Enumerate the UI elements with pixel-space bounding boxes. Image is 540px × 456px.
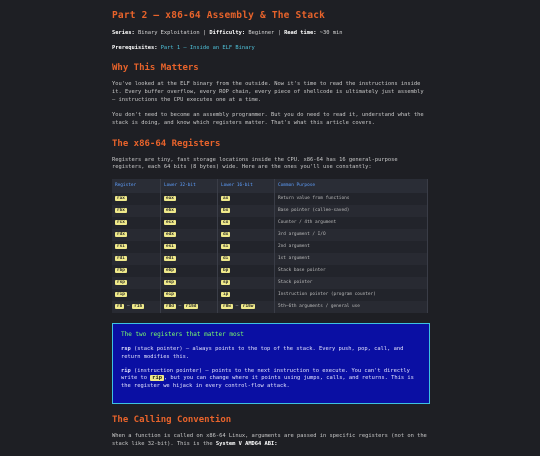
register-code: si — [223, 244, 229, 250]
prerequisites — [112, 45, 430, 53]
table-row — [112, 193, 428, 205]
register-code: ip — [223, 292, 229, 298]
table-row — [112, 265, 428, 277]
register-code: rax — [117, 196, 125, 202]
register-code: sp — [223, 280, 229, 286]
section-heading-why: Why This Matters — [112, 63, 199, 74]
register-code: rbx — [117, 208, 125, 214]
column-header: Common Purpose — [275, 179, 428, 193]
paragraph: When a function is called on x86-64 Linux, arguments are passed in specific registers (not on the stack like 32-bit). This is the System V AMD64 ABI: — [112, 433, 427, 448]
register-code: r15 — [134, 304, 143, 310]
paragraph: Registers are tiny, fast storage locations inside the CPU. x86-64 has 16 general-purpose registers, each 64 bits (8 bytes) wide. Here are the ones you'll use constantly: — [112, 156, 398, 171]
table-row — [112, 217, 428, 229]
register-code: edi — [166, 256, 174, 262]
register-name: rsp — [121, 346, 131, 352]
register-code: rcx — [117, 220, 125, 226]
register-purpose: Counter / 4th argument — [275, 217, 428, 229]
register-code: r8 — [117, 304, 123, 310]
register-purpose: 2nd argument — [275, 241, 428, 253]
prerequisite-link[interactable]: Part 1 — Inside an ELF Binary — [160, 44, 255, 51]
difficulty-label: Difficulty: — [209, 29, 246, 36]
register-code: dx — [223, 232, 229, 238]
meta-separator: | — [202, 29, 207, 36]
register-purpose: 5th–6th arguments / general use — [275, 301, 428, 313]
register-code: esp — [166, 280, 174, 286]
register-code: r8d — [166, 304, 174, 310]
register-code: rsp — [117, 280, 125, 286]
register-code: eip — [166, 292, 174, 298]
range-dash: – — [235, 304, 239, 310]
table-row — [112, 301, 428, 313]
read-time-value: ~30 min — [319, 29, 343, 36]
column-header: Lower 32-bit — [161, 179, 218, 193]
register-purpose: Stack pointer — [275, 277, 428, 289]
prerequisites-label: Prerequisites: — [112, 44, 158, 51]
register-code: rip — [152, 375, 162, 382]
register-code: r15w — [242, 304, 254, 310]
register-code: r8w — [223, 304, 231, 310]
table-row — [112, 253, 428, 265]
register-code: ax — [223, 196, 229, 202]
register-purpose: 3rd argument / I/O — [275, 229, 428, 241]
register-purpose: 1st argument — [275, 253, 428, 265]
callout-box — [112, 323, 430, 404]
register-code: esi — [166, 244, 174, 250]
series-label: Series: — [112, 29, 135, 36]
register-code: cx — [223, 220, 229, 226]
table-row — [112, 229, 428, 241]
page-title: Part 2 — x86-64 Assembly & The Stack — [112, 10, 326, 21]
register-code: bx — [223, 208, 229, 214]
table-row — [112, 241, 428, 253]
table-row — [112, 289, 428, 301]
article — [112, 0, 430, 456]
range-dash: – — [126, 304, 130, 310]
register-purpose: Instruction pointer (program counter) — [275, 289, 428, 301]
register-name: rip — [121, 367, 131, 374]
register-code: edx — [166, 232, 174, 238]
article-meta — [112, 30, 430, 38]
register-purpose: Return value from functions — [275, 193, 428, 205]
register-code: rbp — [117, 268, 125, 274]
register-purpose: Stack base pointer — [275, 265, 428, 277]
callout-paragraph: rsp (stack pointer) — always points to the top of the stack. Every push, pop, call, and return modifies this. — [121, 346, 404, 360]
register-code: ebp — [166, 268, 174, 274]
register-code: rdx — [117, 232, 125, 238]
table-row — [112, 205, 428, 217]
difficulty-value: Beginner — [248, 29, 275, 36]
read-time-label: Read time: — [284, 29, 317, 36]
series-value: Binary Exploitation — [137, 29, 200, 36]
paragraph: You don't need to become an assembly programmer. But you do need to read it, understand what the stack is doing, and know which registers matter. That's what this article covers. — [112, 111, 424, 126]
callout-title: The two registers that matter most — [121, 331, 244, 339]
register-code: rdi — [117, 256, 125, 262]
register-code: rsi — [117, 244, 125, 250]
register-code: di — [223, 256, 229, 262]
section-heading-registers: The x86-64 Registers — [112, 138, 221, 149]
paragraph: You've looked at the ELF binary from the outside. Now it's time to read the instructions inside it. Every buffer overflow, every ROP chain, every piece of shellcode is ultimately just assembly — instructions the CPU executes one at a time. — [112, 81, 424, 104]
section-heading-calling-convention: The Calling Convention — [112, 415, 232, 426]
meta-separator: | — [277, 29, 281, 36]
column-header: Register — [112, 179, 161, 193]
register-code: ecx — [166, 220, 174, 226]
table-header-row — [112, 179, 428, 193]
register-code: bp — [223, 268, 229, 274]
register-purpose: Base pointer (callee-saved) — [275, 205, 428, 217]
register-code: r15d — [185, 304, 197, 310]
register-code: eax — [166, 196, 174, 202]
register-code: ebx — [166, 208, 174, 214]
abi-name: System V AMD64 ABI: — [215, 441, 278, 448]
range-dash: – — [178, 304, 182, 310]
register-code: rip — [117, 292, 125, 298]
column-header: Lower 16-bit — [218, 179, 275, 193]
callout-paragraph: rip (instruction pointer) — points to the next instruction to execute. You can't directly write to rip , but you can change where it points using jumps, calls, and returns. This is the register we hijack in every control-flow attack. — [121, 367, 414, 390]
table-row — [112, 277, 428, 289]
registers-table — [112, 179, 428, 313]
